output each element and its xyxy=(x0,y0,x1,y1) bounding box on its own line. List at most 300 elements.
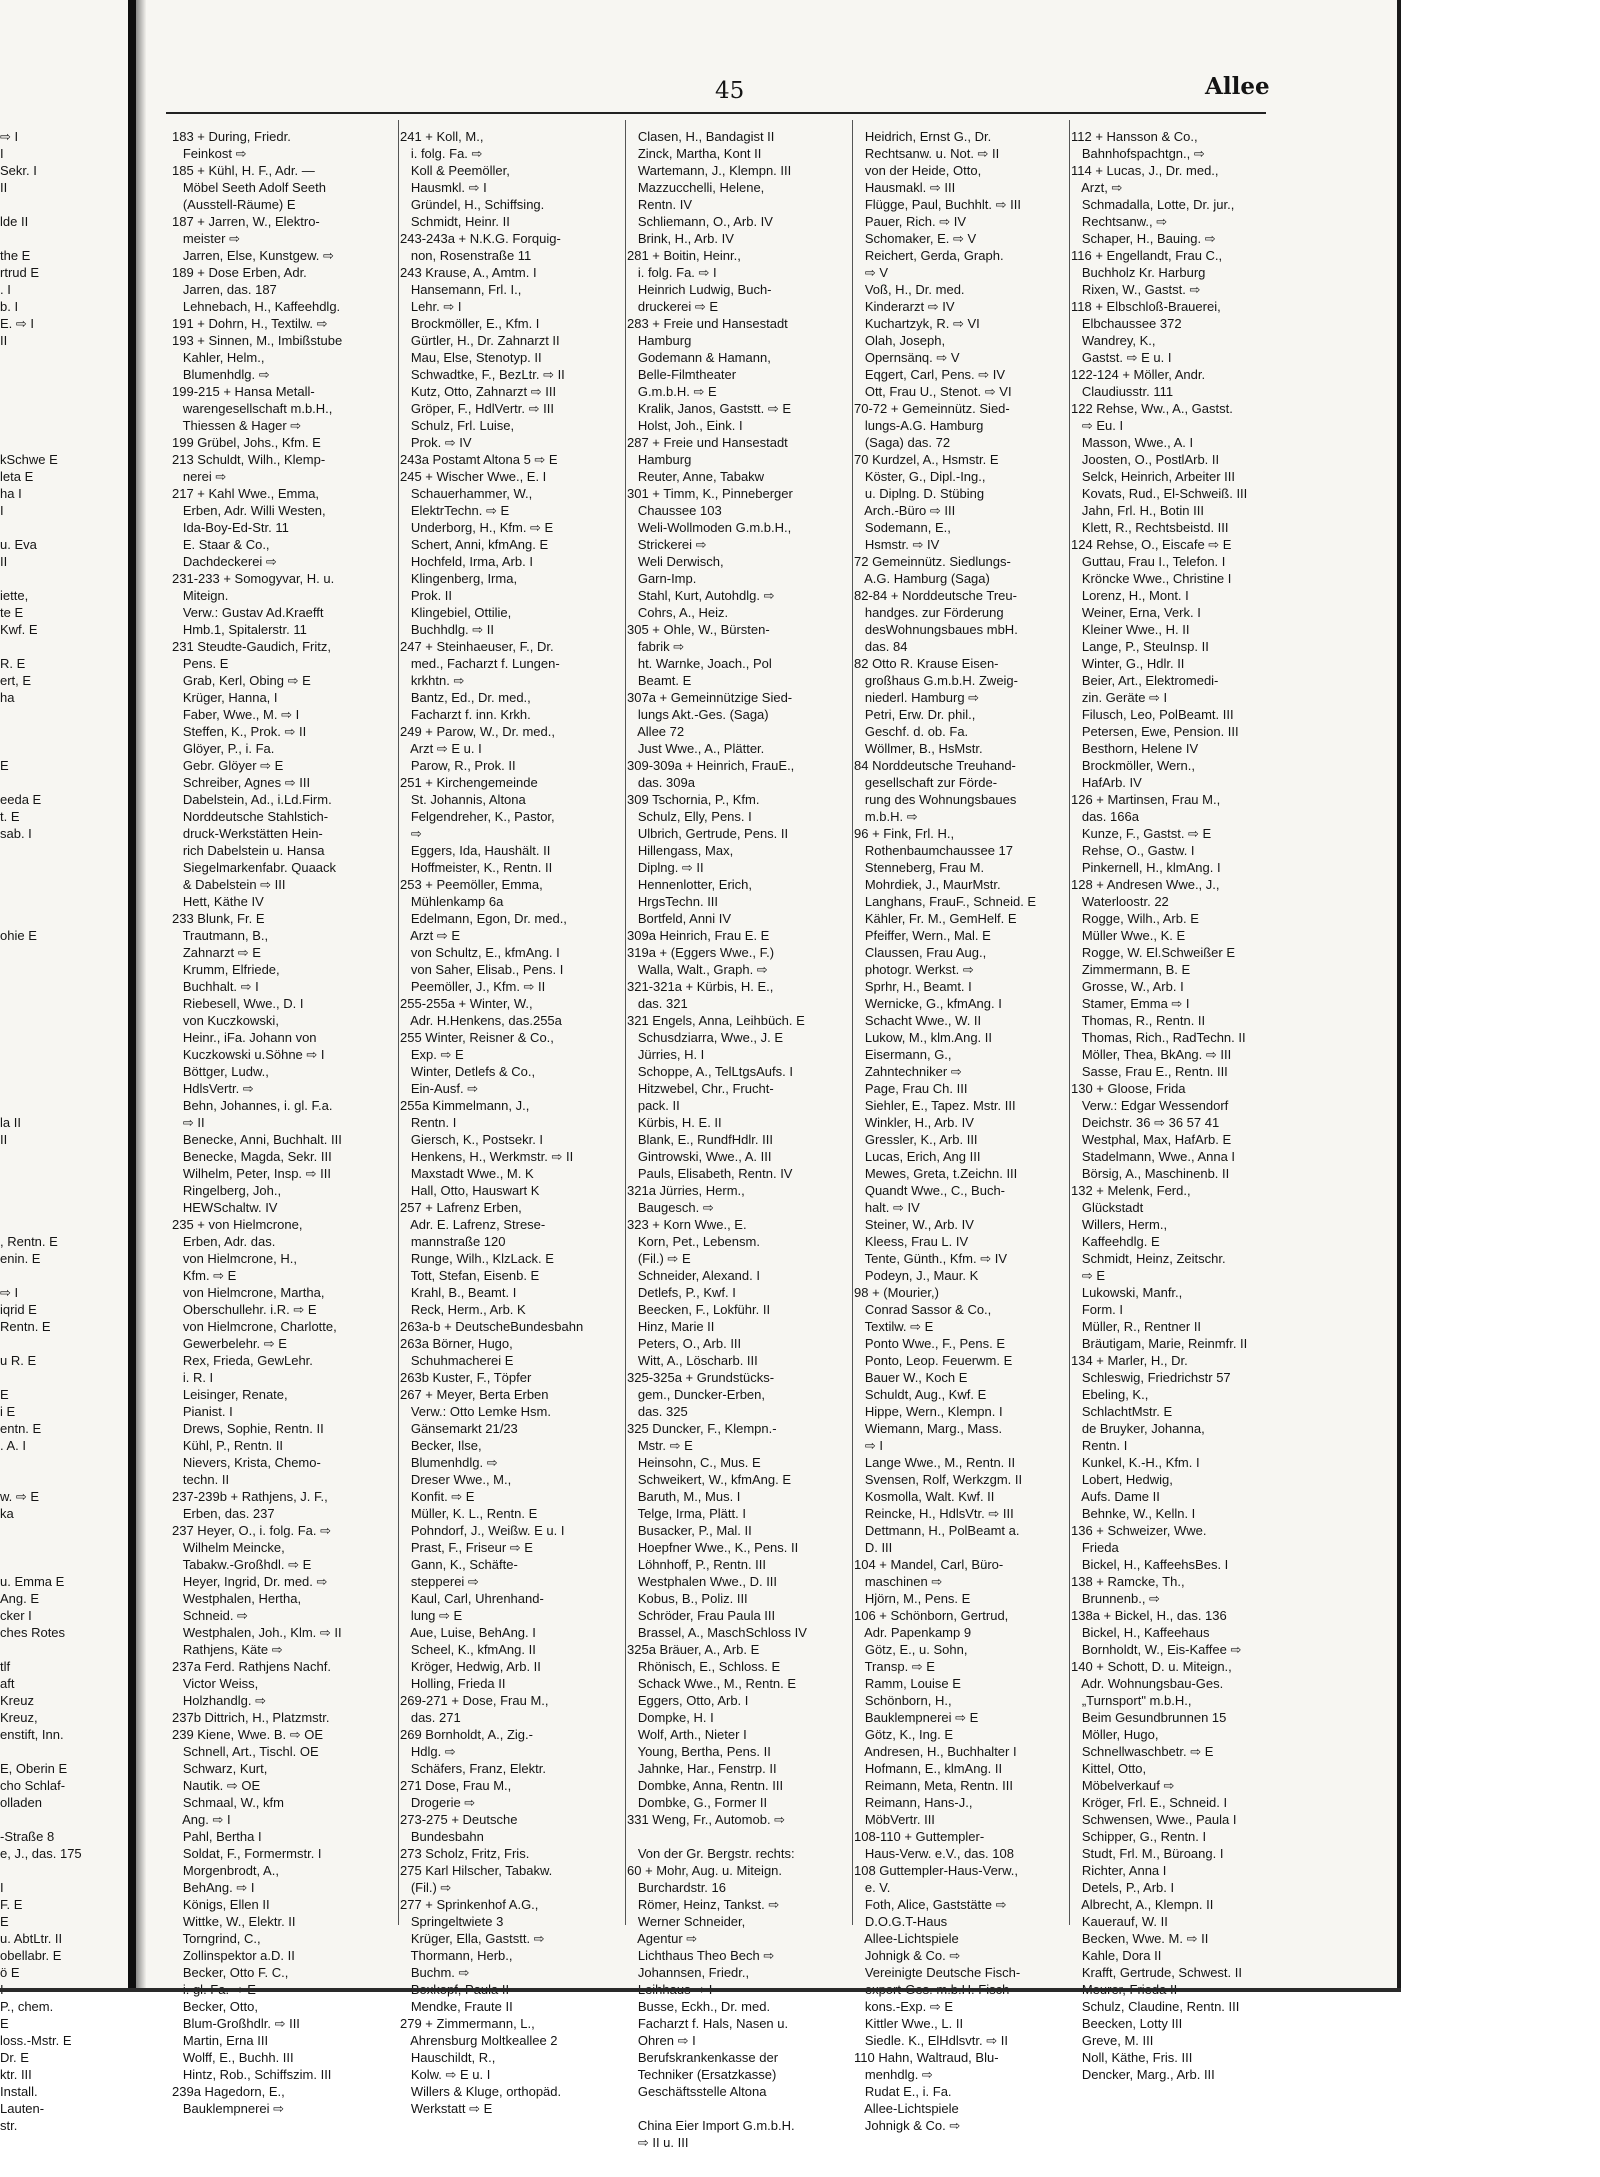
directory-entry-line: Arzt, ⇨ xyxy=(1071,180,1123,195)
directory-entry-line: Wolff, E., Buchh. III xyxy=(172,2050,294,2065)
fragment-line xyxy=(0,893,118,910)
directory-entry-line: Ida-Boy-Ed-Str. 11 xyxy=(172,520,289,535)
fragment-line xyxy=(0,1267,118,1284)
directory-entry-line: Schulz, Frl. Luise, xyxy=(400,418,515,433)
fragment-line: str. xyxy=(0,2118,18,2133)
directory-entry-line: Witt, A., Löscharb. III xyxy=(627,1353,758,1368)
directory-entry-line: Böttger, Ludw., xyxy=(172,1064,269,1079)
directory-entry-line: Haus-Verw. e.V., das. 108 xyxy=(854,1846,1014,1861)
directory-entry-line: ⇨ II u. III xyxy=(627,2135,689,2150)
directory-entry-line: Masson, Wwe., A. I xyxy=(1071,435,1194,450)
directory-entry-line: Prok. ⇨ IV xyxy=(400,435,472,450)
directory-entry-line: Walla, Walt., Graph. ⇨ xyxy=(627,962,768,977)
fragment-line xyxy=(0,1216,118,1233)
fragment-line xyxy=(0,1556,118,1573)
directory-entry-line: 237b Dittrich, H., Platzmstr. xyxy=(172,1710,330,1725)
directory-entry-line: i. R. I xyxy=(172,1370,214,1385)
directory-entry-line: Victor Weiss, xyxy=(172,1676,259,1691)
directory-entry-line: Giersch, K., Postsekr. I xyxy=(400,1132,544,1147)
directory-entry-line: Rechtsanw., ⇨ xyxy=(1071,214,1168,229)
fragment-line xyxy=(0,570,118,587)
directory-entry-line: Baruth, M., Mus. I xyxy=(627,1489,741,1504)
directory-entry-line: Pauls, Elisabeth, Rentn. IV xyxy=(627,1166,793,1181)
directory-entry-line: das. 321 xyxy=(627,996,688,1011)
directory-entry-line: Riebesell, Wwe., D. I xyxy=(172,996,304,1011)
directory-entry-line: Arzt ⇨ E xyxy=(400,928,461,943)
directory-entry-line: 279 + Zimmermann, L., xyxy=(400,2016,535,2031)
directory-entry-line: 130 + Gloose, Frida xyxy=(1071,1081,1186,1096)
directory-entry-line: Steffen, K., Prok. ⇨ II xyxy=(172,724,307,739)
directory-column-2 xyxy=(400,128,623,2116)
directory-entry-line: 134 + Marler, H., Dr. xyxy=(1071,1353,1188,1368)
directory-entry-line: 237 Heyer, O., i. folg. Fa. ⇨ xyxy=(172,1523,332,1538)
directory-entry-line: Sasse, Frau E., Rentn. III xyxy=(1071,1064,1228,1079)
directory-entry-line: HrgsTechn. III xyxy=(627,894,719,909)
directory-entry-line: zin. Geräte ⇨ I xyxy=(1071,690,1168,705)
directory-entry-line: Wöllmer, B., HsMstr. xyxy=(854,741,983,756)
directory-entry-line: 114 + Lucas, J., Dr. med., xyxy=(1071,163,1219,178)
fragment-line xyxy=(0,400,118,417)
column-rule xyxy=(398,120,399,1925)
directory-entry-line: MöbVertr. III xyxy=(854,1812,935,1827)
fragment-line: loss.-Mstr. E xyxy=(0,2033,72,2048)
directory-entry-line: Baugesch. ⇨ xyxy=(627,1200,714,1215)
directory-entry-line: Krahl, B., Beamt. I xyxy=(400,1285,517,1300)
directory-entry-line: Beecken, F., Lokführ. II xyxy=(627,1302,771,1317)
directory-entry-line: Brockmöller, E., Kfm. I xyxy=(400,316,540,331)
directory-entry-line: 309a Heinrich, Frau E. E xyxy=(627,928,770,943)
fragment-line xyxy=(0,1641,118,1658)
directory-entry-line: 106 + Schönborn, Gertrud, xyxy=(854,1608,1009,1623)
directory-entry-line: 323 + Korn Wwe., E. xyxy=(627,1217,747,1232)
directory-entry-line: ⇨ I xyxy=(854,1438,883,1453)
directory-entry-line: Winter, G., Hdlr. II xyxy=(1071,656,1185,671)
directory-entry-line: Hochfeld, Irma, Arb. I xyxy=(400,554,533,569)
directory-entry-line: „Turnsport" m.b.H., xyxy=(1071,1693,1192,1708)
directory-entry-line: Nievers, Krista, Chemo- xyxy=(172,1455,321,1470)
directory-entry-line: Gründel, H., Schiffsing. xyxy=(400,197,545,212)
fragment-line xyxy=(0,842,118,859)
directory-entry-line: Stadelmann, Wwe., Anna I xyxy=(1071,1149,1236,1164)
directory-entry-line: Erben, das. 237 xyxy=(172,1506,275,1521)
directory-entry-line: 199-215 + Hansa Metall- xyxy=(172,384,315,399)
fragment-line: enstift, Inn. xyxy=(0,1727,64,1742)
directory-entry-line: Holzhandlg. ⇨ xyxy=(172,1693,266,1708)
directory-entry-line: Lukowski, Manfr., xyxy=(1071,1285,1183,1300)
directory-entry-line: nerei ⇨ xyxy=(172,469,227,484)
fragment-line: . A. I xyxy=(0,1438,27,1453)
fragment-line: eeda E xyxy=(0,792,42,807)
directory-entry-line: Strickerei ⇨ xyxy=(627,537,707,552)
fragment-line xyxy=(0,1743,118,1760)
directory-entry-line: Hintz, Rob., Schiffszim. III xyxy=(172,2067,332,2082)
directory-entry-line: Maxstadt Wwe., M. K xyxy=(400,1166,534,1181)
directory-entry-line: Ponto Wwe., F., Pens. E xyxy=(854,1336,1006,1351)
directory-entry-line: Studt, Frl. M., Büroang. I xyxy=(1071,1846,1224,1861)
directory-entry-line: Becker, Otto F. C., xyxy=(172,1965,289,1980)
directory-entry-line: Busacker, P., Mal. II xyxy=(627,1523,752,1538)
directory-entry-line: Müller Wwe., K. E xyxy=(1071,928,1186,943)
directory-entry-line: Reichert, Gerda, Graph. xyxy=(854,248,1004,263)
fragment-line xyxy=(0,366,118,383)
directory-column-4 xyxy=(854,128,1067,2133)
directory-entry-line: Gröper, F., HdlVertr. ⇨ III xyxy=(400,401,554,416)
directory-entry-line: Dencker, Marg., Arb. III xyxy=(1071,2067,1215,2082)
directory-entry-line: 319a + (Eggers Wwe., F.) xyxy=(627,945,775,960)
fragment-line xyxy=(0,1182,118,1199)
directory-entry-line: Buchholz Kr. Harburg xyxy=(1071,265,1206,280)
directory-entry-line: Pohndorf, J., Weißw. E u. I xyxy=(400,1523,565,1538)
directory-entry-line: Hamburg xyxy=(627,452,692,467)
directory-entry-line: Weiner, Erna, Verk. I xyxy=(1071,605,1201,620)
directory-entry-line: 263a Börner, Hugo, xyxy=(400,1336,513,1351)
fragment-line: u. Emma E xyxy=(0,1574,65,1589)
directory-entry-line: Stamer, Emma ⇨ I xyxy=(1071,996,1190,1011)
directory-entry-line: 321a Jürries, Herm., xyxy=(627,1183,745,1198)
directory-entry-line: Lange, P., SteuInsp. II xyxy=(1071,639,1209,654)
directory-entry-line: Wolf, Arth., Nieter I xyxy=(627,1727,747,1742)
fragment-line: cho Schlaf- xyxy=(0,1778,66,1793)
directory-entry-line: 247 + Steinhaeuser, F., Dr. xyxy=(400,639,554,654)
fragment-line xyxy=(0,417,118,434)
directory-entry-line: Möller, Thea, BkAng. ⇨ III xyxy=(1071,1047,1232,1062)
directory-entry-line: Schneider, Alexand. I xyxy=(627,1268,760,1283)
directory-entry-line: Joosten, O., PostlArb. II xyxy=(1071,452,1220,467)
fragment-line xyxy=(0,230,118,247)
fragment-line: II xyxy=(0,1132,8,1147)
fragment-line: ⇨ I xyxy=(0,129,19,144)
directory-entry-line: Brockmöller, Wern., xyxy=(1071,758,1196,773)
directory-entry-line: Thomas, Rich., RadTechn. II xyxy=(1071,1030,1246,1045)
directory-entry-line: Schwadtke, F., BezLtr. ⇨ II xyxy=(400,367,565,382)
directory-entry-line: Garn-Imp. xyxy=(627,571,697,586)
fragment-line: E xyxy=(0,1387,9,1402)
directory-entry-line: Benecke, Anni, Buchhalt. III xyxy=(172,1132,342,1147)
directory-entry-line: 239 Kiene, Wwe. B. ⇨ OE xyxy=(172,1727,324,1742)
directory-entry-line: Bickel, H., KaffeehsBes. I xyxy=(1071,1557,1229,1572)
directory-entry-line: HafArb. IV xyxy=(1071,775,1142,790)
directory-entry-line: 263a-b + DeutscheBundesbahn xyxy=(400,1319,584,1334)
fragment-line xyxy=(0,1046,118,1063)
directory-entry-line: Buchm. ⇨ xyxy=(400,1965,470,1980)
fragment-line: Ang. E xyxy=(0,1591,40,1606)
directory-entry-line: Ahrensburg Moltkeallee 2 xyxy=(400,2033,558,2048)
fragment-line xyxy=(0,723,118,740)
directory-entry-line: 241 + Koll, M., xyxy=(400,129,484,144)
directory-entry-line: Pauer, Rich. ⇨ IV xyxy=(854,214,967,229)
directory-entry-line: Siedle. K., ElHdlsvtr. ⇨ II xyxy=(854,2033,1008,2048)
fragment-line: ö E xyxy=(0,1965,20,1980)
fragment-line: Install. xyxy=(0,2084,38,2099)
directory-entry-line: Kauerauf, W. II xyxy=(1071,1914,1168,1929)
directory-entry-line: Brassel, A., MaschSchloss IV xyxy=(627,1625,807,1640)
directory-entry-line: Stenneberg, Frau M. xyxy=(854,860,985,875)
directory-entry-line: 108-110 + Guttempler- xyxy=(854,1829,985,1844)
directory-entry-line: Reuter, Anne, Tabakw xyxy=(627,469,765,484)
directory-entry-line: Tott, Stefan, Eisenb. E xyxy=(400,1268,540,1283)
directory-entry-line: G.m.b.H. ⇨ E xyxy=(627,384,717,399)
fragment-line: II xyxy=(0,180,8,195)
directory-entry-line: Schuldt, Aug., Kwf. E xyxy=(854,1387,987,1402)
fragment-line xyxy=(0,1199,118,1216)
directory-entry-line: Rhönisch, E., Schloss. E xyxy=(627,1659,781,1674)
directory-entry-line: kons.-Exp. ⇨ E xyxy=(854,1999,954,2014)
directory-entry-line: 255-255a + Winter, W., xyxy=(400,996,533,1011)
directory-entry-line: Kröger, Hedwig, Arb. II xyxy=(400,1659,541,1674)
directory-entry-line: Schneid. ⇨ xyxy=(172,1608,248,1623)
directory-entry-line: 321-321a + Kürbis, H. E., xyxy=(627,979,774,994)
directory-entry-line: Miteign. xyxy=(172,588,229,603)
directory-entry-line: das. 166a xyxy=(1071,809,1139,824)
directory-entry-line: mannstraße 120 xyxy=(400,1234,506,1249)
directory-entry-line: ElektrTechn. ⇨ E xyxy=(400,503,510,518)
page-edge-right xyxy=(1397,0,1401,1990)
directory-column-3 xyxy=(627,128,850,2150)
directory-entry-line: 82 Otto R. Krause Eisen- xyxy=(854,656,999,671)
directory-entry-line: Faber, Wwe., M. ⇨ I xyxy=(172,707,300,722)
directory-entry-line: Kunze, F., Gastst. ⇨ E xyxy=(1071,826,1212,841)
directory-entry-line: maschinen ⇨ xyxy=(854,1574,943,1589)
fragment-line xyxy=(0,1454,118,1471)
directory-entry-line: 243 Krause, A., Amtm. I xyxy=(400,265,537,280)
directory-entry-line: Dachdeckerei ⇨ xyxy=(172,554,277,569)
directory-entry-line: Kaul, Carl, Uhrenhand- xyxy=(400,1591,544,1606)
directory-entry-line: 231 Steudte-Gaudich, Fritz, xyxy=(172,639,331,654)
directory-entry-line: lung ⇨ E xyxy=(400,1608,463,1623)
fragment-line: E. ⇨ I xyxy=(0,316,35,331)
directory-entry-line: Rudat E., i. Fa. xyxy=(854,2084,952,2099)
directory-entry-line: 239a Hagedorn, E., xyxy=(172,2084,285,2099)
directory-entry-line: Aue, Luise, BehAng. I xyxy=(400,1625,536,1640)
directory-entry-line: Drogerie ⇨ xyxy=(400,1795,476,1810)
directory-entry-line: Mohrdiek, J., MaurMstr. xyxy=(854,877,1001,892)
directory-entry-line: Detels, P., Arb. I xyxy=(1071,1880,1175,1895)
directory-entry-line: Thiessen & Hager ⇨ xyxy=(172,418,302,433)
directory-entry-line: Jahn, Frl. H., Botin III xyxy=(1071,503,1204,518)
directory-entry-line: Kahle, Dora II xyxy=(1071,1948,1162,1963)
directory-entry-line: Dettmann, H., PolBeamt a. xyxy=(854,1523,1020,1538)
directory-entry-line: Ein-Ausf. ⇨ xyxy=(400,1081,479,1096)
directory-entry-line: 287 + Freie und Hansestadt xyxy=(627,435,788,450)
directory-entry-line: Schwarz, Kurt, xyxy=(172,1761,268,1776)
directory-entry-line: HdlsVertr. ⇨ xyxy=(172,1081,254,1096)
directory-entry-line: Jürries, H. I xyxy=(627,1047,705,1062)
directory-entry-line: 325-325a + Grundstücks- xyxy=(627,1370,775,1385)
directory-entry-line: 309-309a + Heinrich, FrauE., xyxy=(627,758,795,773)
directory-entry-line: 213 Schuldt, Wilh., Klemp- xyxy=(172,452,326,467)
directory-entry-line: Siehler, E., Tapez. Mstr. III xyxy=(854,1098,1016,1113)
directory-entry-line: Behnke, W., Kelln. I xyxy=(1071,1506,1196,1521)
directory-entry-line: Kröger, Frl. E., Schneid. I xyxy=(1071,1795,1228,1810)
directory-entry-line: techn. II xyxy=(172,1472,230,1487)
fragment-line xyxy=(0,196,118,213)
directory-entry-line: Schmidt, Heinz, Zeitschr. xyxy=(1071,1251,1226,1266)
directory-entry-line: von der Heide, Otto, xyxy=(854,163,982,178)
fragment-line: E xyxy=(0,758,9,773)
directory-entry-line: Deichstr. 36 ⇨ 36 57 41 xyxy=(1071,1115,1220,1130)
directory-entry-line: Blumenhdlg. ⇨ xyxy=(400,1455,498,1470)
directory-entry-line: Kleess, Frau L. IV xyxy=(854,1234,969,1249)
fragment-line xyxy=(0,961,118,978)
directory-entry-line: 267 + Meyer, Berta Erben xyxy=(400,1387,549,1402)
directory-entry-line xyxy=(627,2100,850,2117)
directory-entry-line: D.O.G.T-Haus xyxy=(854,1914,948,1929)
directory-entry-line: Prok. II xyxy=(400,588,453,603)
directory-entry-line: China Eier Import G.m.b.H. xyxy=(627,2118,795,2133)
directory-entry-line: Chaussee 103 xyxy=(627,503,722,518)
fragment-line: Rentn. E xyxy=(0,1319,51,1334)
directory-entry-line: 245 + Wischer Wwe., E. I xyxy=(400,469,547,484)
directory-entry-line: Mau, Else, Stenotyp. II xyxy=(400,350,542,365)
fragment-line: te E xyxy=(0,605,24,620)
directory-entry-line: Grab, Kerl, Obing ⇨ E xyxy=(172,673,311,688)
directory-entry-line: Geschf. d. ob. Fa. xyxy=(854,724,969,739)
directory-entry-line: Filusch, Leo, PolBeamt. III xyxy=(1071,707,1234,722)
directory-entry-line: Podeyn, J., Maur. K xyxy=(854,1268,979,1283)
directory-entry-line: Jahnke, Har., Fenstrp. II xyxy=(627,1761,777,1776)
directory-entry-line: 277 + Sprinkenhof A.G., xyxy=(400,1897,539,1912)
directory-entry-line: Blank, E., RundfHdlr. III xyxy=(627,1132,773,1147)
directory-entry-line: Müller, K. L., Rentn. E xyxy=(400,1506,538,1521)
directory-entry-line: 257 + Lafrenz Erben, xyxy=(400,1200,522,1215)
directory-entry-line: Klingebiel, Ottilie, xyxy=(400,605,512,620)
directory-entry-line: 283 + Freie und Hansestadt xyxy=(627,316,788,331)
fragment-line: lde II xyxy=(0,214,29,229)
directory-entry-line: Beecken, Lotty III xyxy=(1071,2016,1183,2031)
directory-entry-line: Römer, Heinz, Tankst. ⇨ xyxy=(627,1897,780,1912)
directory-entry-line: i. folg. Fa. ⇨ xyxy=(400,146,483,161)
directory-entry-line: von Saher, Elisab., Pens. I xyxy=(400,962,564,977)
fragment-line: ⇨ I xyxy=(0,1285,19,1300)
directory-entry-line: Krumm, Elfriede, xyxy=(172,962,280,977)
directory-column-1 xyxy=(172,128,396,2116)
directory-entry-line: Busse, Eckh., Dr. med. xyxy=(627,1999,771,2014)
directory-entry-line: Pinkernell, H., klmAng. I xyxy=(1071,860,1221,875)
directory-entry-line: Greve, M. III xyxy=(1071,2033,1154,2048)
directory-entry-line: von Hielmcrone, Charlotte, xyxy=(172,1319,337,1334)
fragment-line: II xyxy=(0,333,8,348)
directory-entry-line: Reimann, Hans-J., xyxy=(854,1795,973,1810)
directory-entry-line: Johnigk & Co. ⇨ xyxy=(854,1948,961,1963)
street-heading: Allee xyxy=(1205,73,1270,100)
directory-entry-line: Hausmakl. ⇨ III xyxy=(854,180,956,195)
directory-entry-line: Glückstadt xyxy=(1071,1200,1144,1215)
directory-entry-line: 128 + Andresen Wwe., J., xyxy=(1071,877,1220,892)
directory-entry-line: Beier, Art., Elektromedi- xyxy=(1071,673,1219,688)
book-gutter xyxy=(128,0,136,1990)
directory-entry-line: Steiner, W., Arb. IV xyxy=(854,1217,974,1232)
directory-entry-line: Trautmann, B., xyxy=(172,928,269,943)
directory-entry-line: Wilhelm Meincke, xyxy=(172,1540,285,1555)
directory-entry-line: Kröncke Wwe., Christine I xyxy=(1071,571,1232,586)
directory-entry-line: Wittke, W., Elektr. II xyxy=(172,1914,296,1929)
directory-entry-line: Lichthaus Theo Bech ⇨ xyxy=(627,1948,775,1963)
directory-entry-line: Felgendreher, K., Pastor, xyxy=(400,809,555,824)
header-rule xyxy=(166,112,1266,114)
directory-entry-line: Conrad Sassor & Co., xyxy=(854,1302,992,1317)
directory-entry-line: Gänsemarkt 21/23 xyxy=(400,1421,518,1436)
directory-entry-line: Thormann, Herb., xyxy=(400,1948,513,1963)
directory-entry-line: ⇨ II xyxy=(172,1115,205,1130)
directory-entry-line: m.b.H. ⇨ xyxy=(854,809,918,824)
directory-entry-line: Rex, Frieda, GewLehr. xyxy=(172,1353,313,1368)
directory-entry-line: Hoffmeister, K., Rentn. II xyxy=(400,860,553,875)
directory-entry-line: Hippe, Wern., Klempn. I xyxy=(854,1404,1003,1419)
fragment-line: E, Oberin E xyxy=(0,1761,68,1776)
fragment-line: I xyxy=(0,503,4,518)
fragment-line: ha I xyxy=(0,486,22,501)
directory-entry-line: Benecke, Magda, Sekr. III xyxy=(172,1149,332,1164)
fragment-line xyxy=(0,1369,118,1386)
fragment-line xyxy=(0,859,118,876)
directory-entry-line: Schulz, Claudine, Rentn. III xyxy=(1071,1999,1240,2014)
fragment-line: leta E xyxy=(0,469,34,484)
directory-entry-line: 126 + Martinsen, Frau M., xyxy=(1071,792,1221,807)
fragment-line xyxy=(0,1811,118,1828)
directory-entry-line: Beim Gesundbrunnen 15 xyxy=(1071,1710,1227,1725)
directory-entry-line: Kürbis, H. E. II xyxy=(627,1115,722,1130)
fragment-line: sab. I xyxy=(0,826,32,841)
directory-entry-line: Geschäftsstelle Altona xyxy=(627,2084,767,2099)
directory-entry-line: Brink, H., Arb. IV xyxy=(627,231,734,246)
directory-entry-line: Adr. H.Henkens, das.255a xyxy=(400,1013,562,1028)
directory-entry-line: Heyer, Ingrid, Dr. med. ⇨ xyxy=(172,1574,328,1589)
directory-entry-line: Gewerbelehr. ⇨ E xyxy=(172,1336,287,1351)
directory-entry-line: 269-271 + Dose, Frau M., xyxy=(400,1693,549,1708)
directory-entry-line: Transp. ⇨ E xyxy=(854,1659,935,1674)
directory-entry-line: Grosse, W., Arb. I xyxy=(1071,979,1184,994)
directory-entry-line: Mendke, Fraute II xyxy=(400,1999,513,2014)
directory-entry-line: 96 + Fink, Frl. H., xyxy=(854,826,955,841)
directory-entry-line: Buchhdlg. ⇨ II xyxy=(400,622,494,637)
directory-entry-line: Hmb.1, Spitalerstr. 11 xyxy=(172,622,307,637)
directory-entry-line: Götz, K., Ing. E xyxy=(854,1727,953,1742)
fragment-line: la II xyxy=(0,1115,21,1130)
directory-entry-line: 273-275 + Deutsche xyxy=(400,1812,518,1827)
directory-entry-line: Konfit. ⇨ E xyxy=(400,1489,475,1504)
directory-entry-line: Hall, Otto, Hauswart K xyxy=(400,1183,540,1198)
directory-entry-line: Underborg, H., Kfm. ⇨ E xyxy=(400,520,554,535)
directory-entry-line: Techniker (Ersatzkasse) xyxy=(627,2067,777,2082)
directory-entry-line: Hillengass, Max, xyxy=(627,843,734,858)
directory-entry-line: Sodemann, E., xyxy=(854,520,951,535)
directory-entry-line: Verw.: Gustav Ad.Kraefft xyxy=(172,605,324,620)
directory-entry-line: 307a + Gemeinnützige Sied- xyxy=(627,690,793,705)
fragment-line: obellabr. E xyxy=(0,1948,62,1963)
directory-entry-line: Facharzt f. Hals, Nasen u. xyxy=(627,2016,789,2031)
directory-entry-line: Schreiber, Agnes ⇨ III xyxy=(172,775,311,790)
fragment-line: u R. E xyxy=(0,1353,37,1368)
directory-entry-line: Börsig, A., Maschinenb. II xyxy=(1071,1166,1230,1181)
fragment-line xyxy=(0,774,118,791)
directory-entry-line: 237a Ferd. Rathjens Nachf. xyxy=(172,1659,331,1674)
directory-entry-line: Olah, Joseph, xyxy=(854,333,946,348)
directory-entry-line: Heinrich Ludwig, Buch- xyxy=(627,282,772,297)
directory-entry-line: ⇨ V xyxy=(854,265,889,280)
directory-entry-line: Agentur ⇨ xyxy=(627,1931,698,1946)
directory-entry-line: Hjörn, M., Pens. E xyxy=(854,1591,971,1606)
directory-entry-line: Johnigk & Co. ⇨ xyxy=(854,2118,961,2133)
directory-entry-line: rich Dabelstein u. Hansa xyxy=(172,843,325,858)
directory-entry-line: Hofmann, E., klmAng. II xyxy=(854,1761,1003,1776)
directory-entry-line: handges. zur Förderung xyxy=(854,605,1004,620)
fragment-line: iette, xyxy=(0,588,29,603)
directory-entry-line: Holst, Joh., Eink. I xyxy=(627,418,743,433)
directory-entry-line: 325a Bräuer, A., Arb. E xyxy=(627,1642,760,1657)
directory-entry-line: Wiemann, Marg., Mass. xyxy=(854,1421,1003,1436)
directory-entry-line: menhdlg. ⇨ xyxy=(854,2067,933,2082)
directory-entry-line: Schweikert, W., kfmAng. E xyxy=(627,1472,791,1487)
